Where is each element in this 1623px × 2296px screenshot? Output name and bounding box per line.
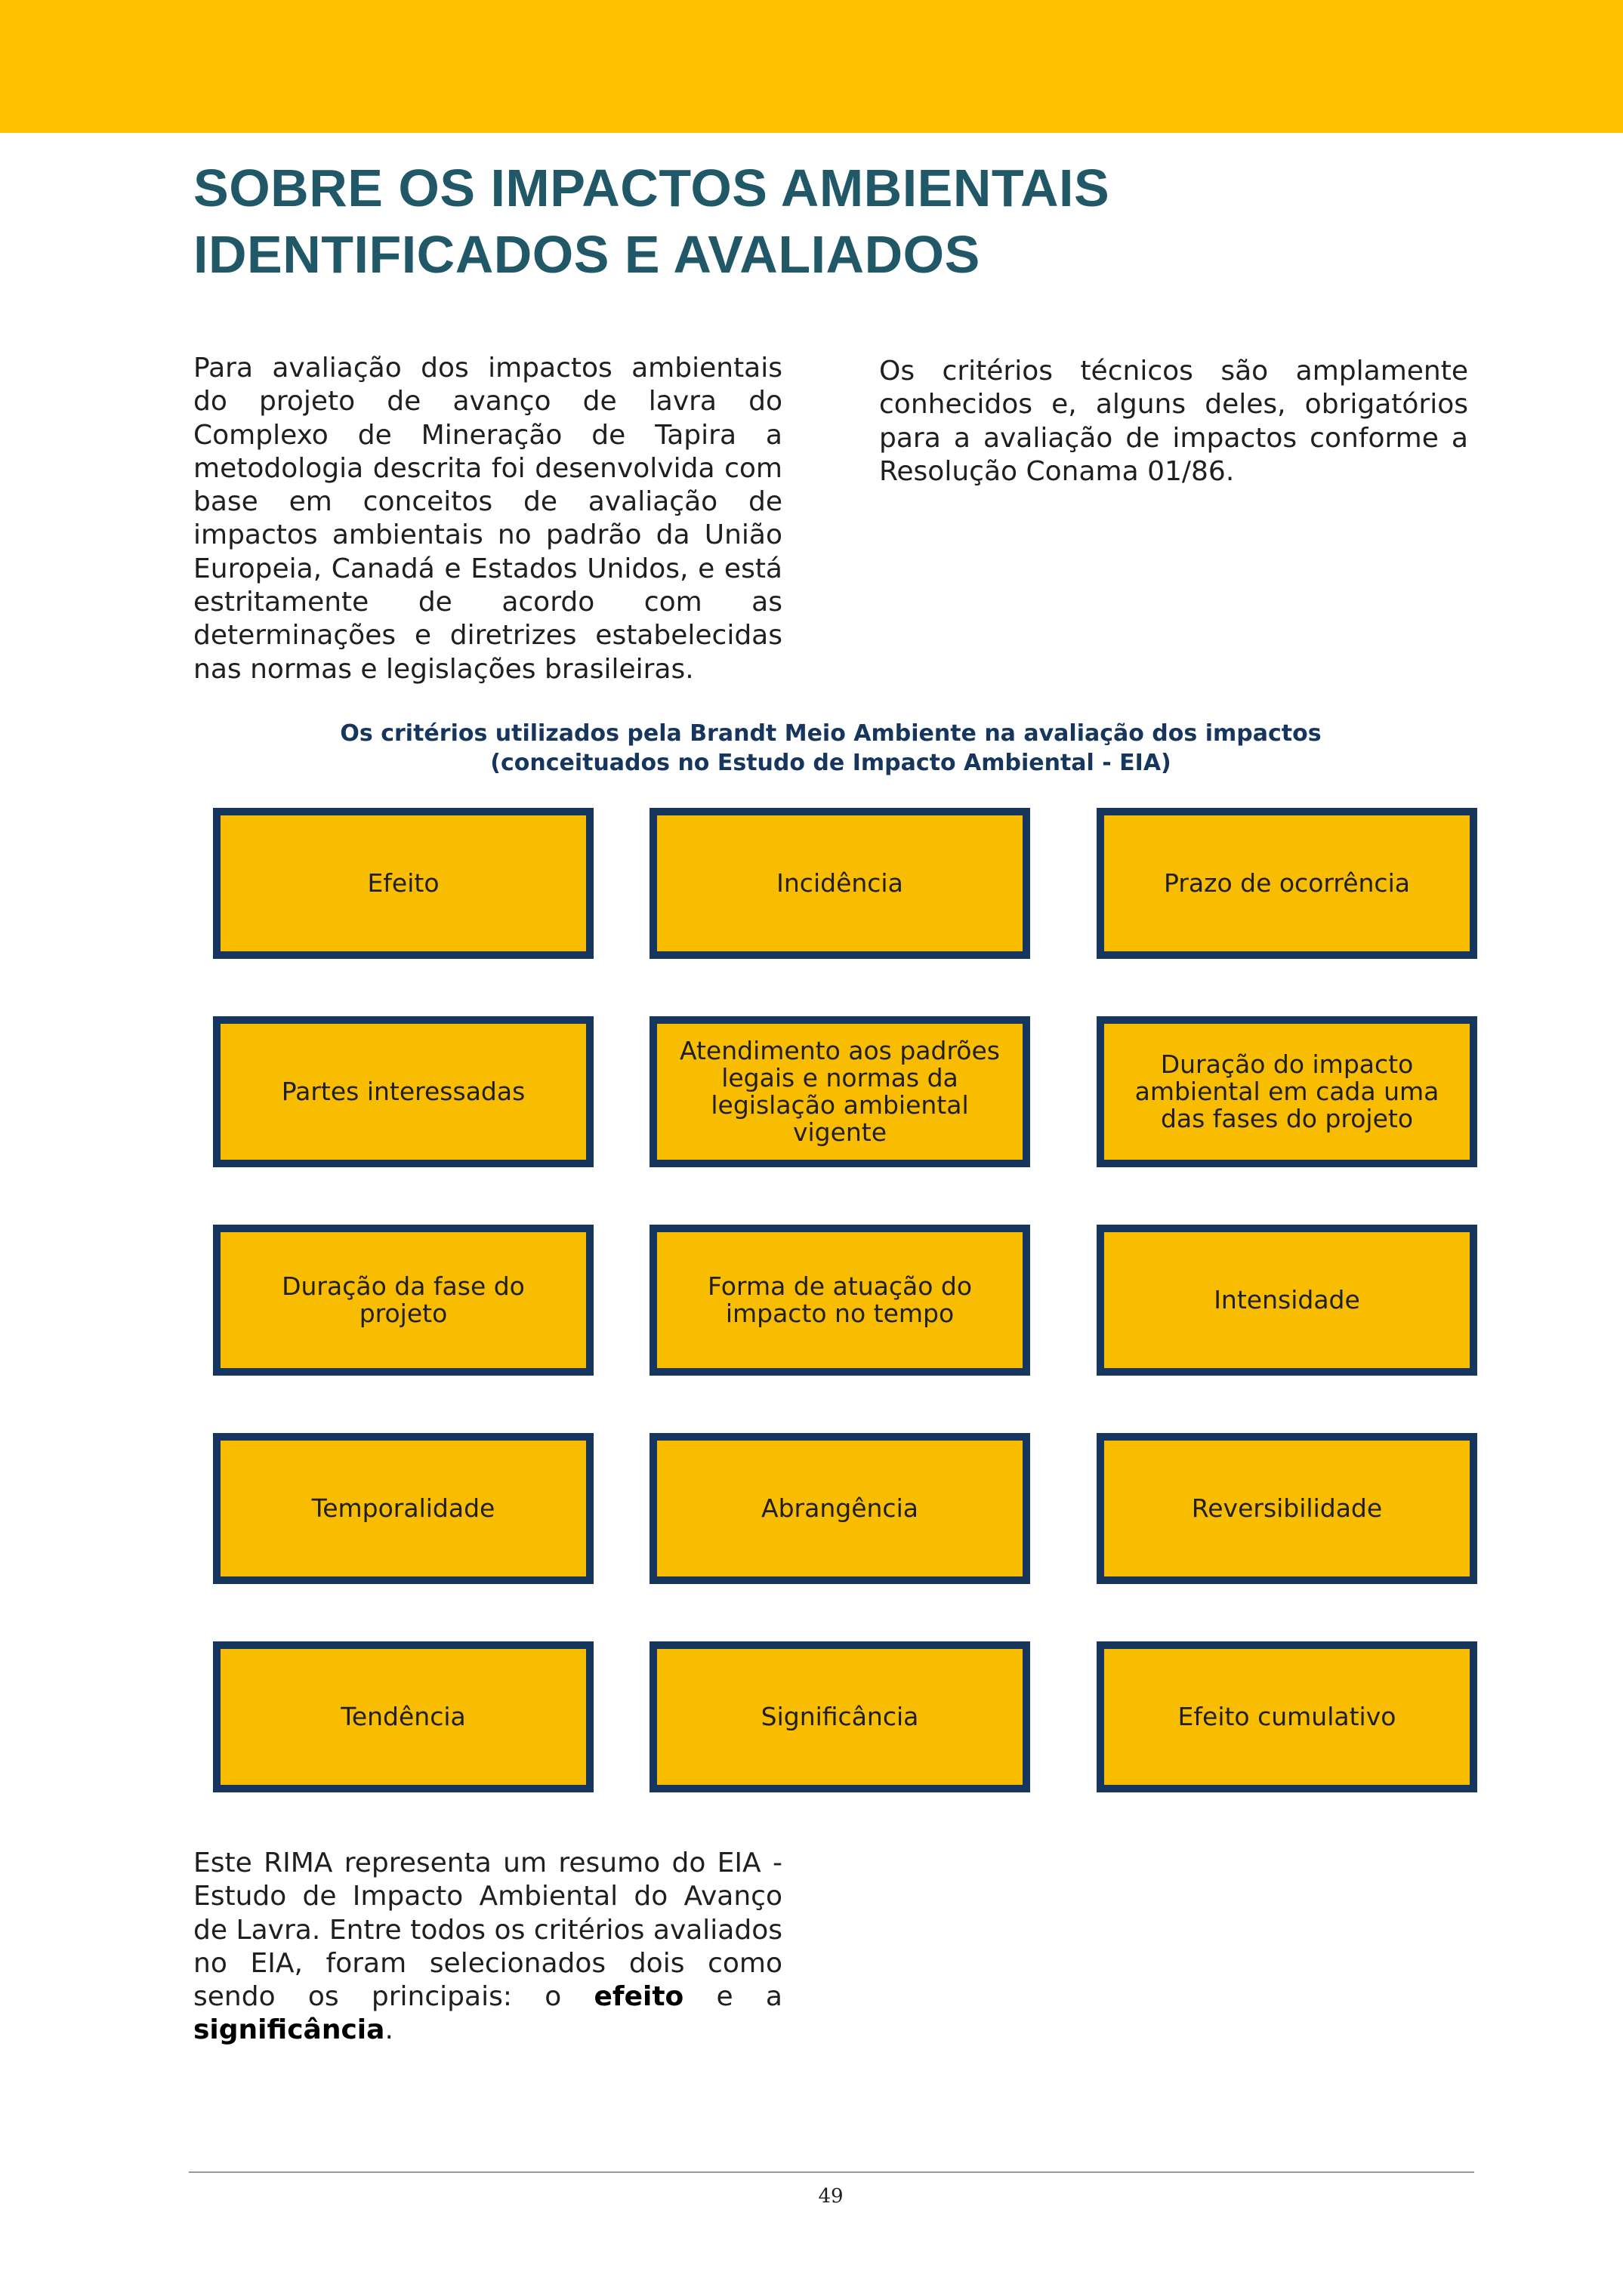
criteria-box-forma-atuacao: Forma de atuação do impacto no tempo — [650, 1225, 1030, 1376]
criteria-box-prazo: Prazo de ocorrência — [1097, 808, 1477, 959]
criteria-box-reversibilidade: Reversibilidade — [1097, 1433, 1477, 1584]
summary-paragraph — [193, 1847, 782, 2048]
criteria-box-efeito: Efeito — [213, 808, 594, 959]
intro-paragraph-left: Para avaliação dos impactos ambientais do projeto de avanço de lavra do Complexo de Mineração de Tapira a metodologia descrita foi desenvolvida com base em conceitos de avaliação de impactos ambientais no padrão da União Europeia, Canadá e Estados Unidos, e está estritamente de acordo com as determinações e diretrizes estabelecidas nas normas e legislações brasileiras. — [193, 353, 782, 685]
criteria-box-temporalidade: Temporalidade — [213, 1433, 594, 1584]
intro-paragraph-right: Os critérios técnicos são amplamente conhecidos e, alguns deles, obrigatórios para a avaliação de impactos conforme a Resolução Conama 01/86. — [879, 356, 1468, 487]
criteria-box-intensidade: Intensidade — [1097, 1225, 1477, 1376]
summary-text-end: . — [384, 2014, 393, 2046]
summary-bold-significancia: significância — [193, 2014, 385, 2046]
footer-divider — [189, 2171, 1474, 2173]
top-color-band — [0, 0, 1623, 133]
criteria-box-incidencia: Incidência — [650, 808, 1030, 959]
criteria-caption-line-2: (conceituados no Estudo de Impacto Ambiental - EIA) — [490, 750, 1171, 776]
criteria-caption-line-1: Os critérios utilizados pela Brandt Meio Ambiente na avaliação dos impactos — [340, 720, 1322, 747]
criteria-box-partes-interessadas: Partes interessadas — [213, 1016, 594, 1167]
page-number: 49 — [818, 2185, 844, 2208]
criteria-box-tendencia: Tendência — [213, 1641, 594, 1792]
criteria-box-duracao-impacto: Duração do impacto ambiental em cada uma das fases do projeto — [1097, 1016, 1477, 1167]
summary-text-middle: e a — [683, 1981, 782, 2013]
criteria-box-significancia: Significância — [650, 1641, 1030, 1792]
summary-bold-efeito: efeito — [594, 1981, 684, 2013]
criteria-box-abrangencia: Abrangência — [650, 1433, 1030, 1584]
criteria-box-duracao-fase: Duração da fase do projeto — [213, 1225, 594, 1376]
summary-text-start: Este RIMA representa um resumo do EIA - Estudo de Impacto Ambiental do Avanço de Lavra. Entre todos os critérios avaliados no EIA, foram selecionados dois como sendo os principais: o — [193, 1848, 782, 2013]
criteria-box-atendimento: Atendimento aos padrões legais e normas da legislação ambiental vigente — [650, 1016, 1030, 1167]
criteria-caption — [317, 719, 1344, 778]
criteria-box-efeito-cumulativo: Efeito cumulativo — [1097, 1641, 1477, 1792]
page-title: SOBRE OS IMPACTOS AMBIENTAIS IDENTIFICADOS E AVALIADOS — [193, 159, 1110, 284]
